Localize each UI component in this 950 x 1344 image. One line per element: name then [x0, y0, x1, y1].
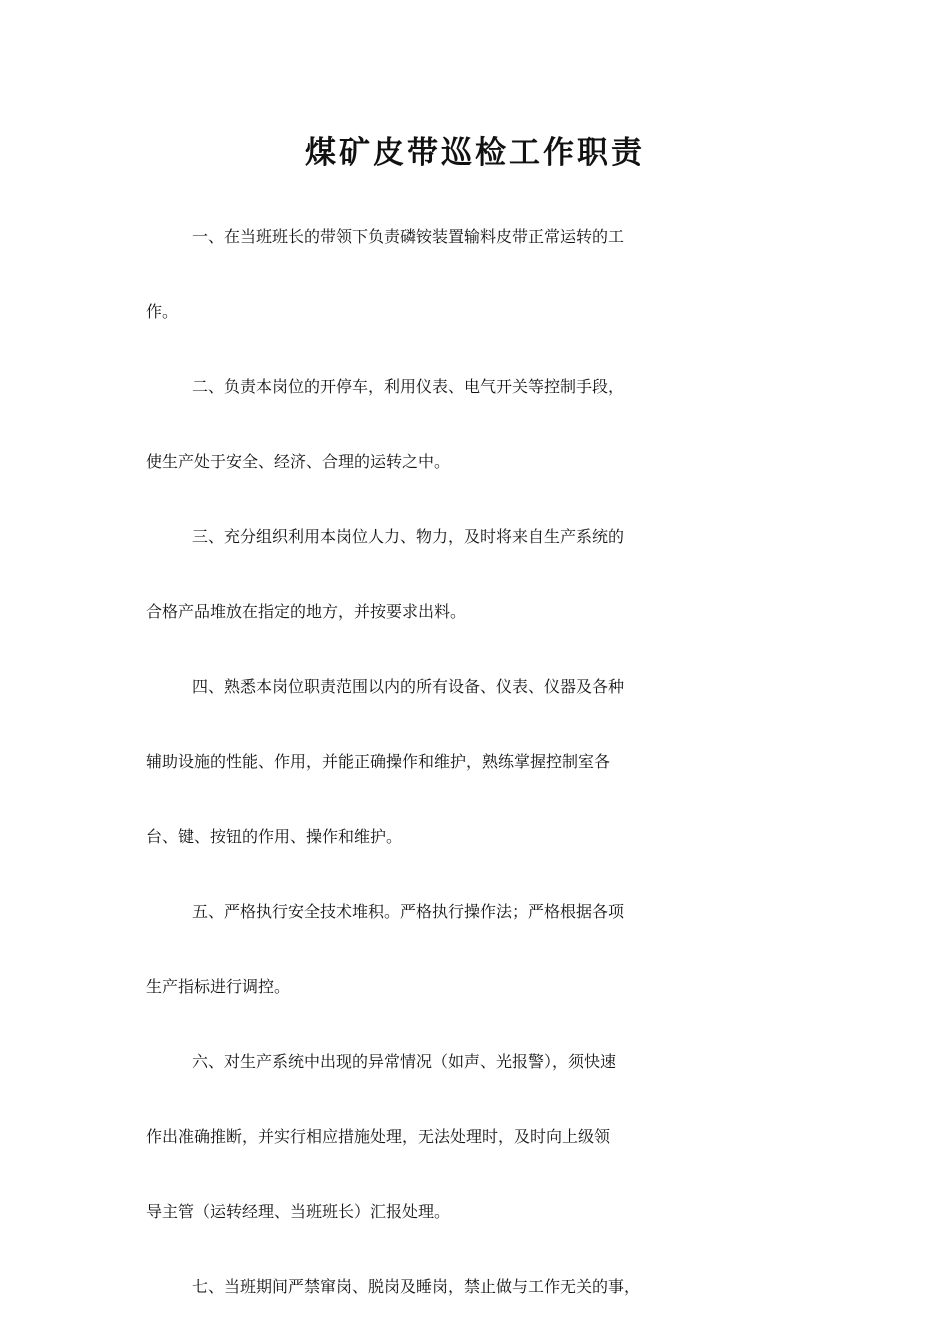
paragraph-5 — [146, 874, 806, 1024]
paragraph-line: 作。 — [146, 302, 179, 321]
document-body — [146, 199, 806, 1324]
paragraph-1 — [146, 199, 806, 349]
paragraph-3 — [146, 499, 806, 649]
paragraph-line: 导主管（运转经理、当班班长）汇报处理。 — [146, 1202, 451, 1221]
paragraph-line: 作出准确推断，并实行相应措施处理，无法处理时，及时向上级领 — [146, 1127, 611, 1146]
paragraph-4 — [146, 649, 806, 874]
paragraph-line: 二、负责本岗位的开停车，利用仪表、电气开关等控制手段， — [192, 377, 625, 396]
paragraph-7 — [146, 1249, 806, 1324]
paragraph-line: 合格产品堆放在指定的地方，并按要求出料。 — [146, 602, 467, 621]
paragraph-6 — [146, 1024, 806, 1249]
paragraph-line: 四、熟悉本岗位职责范围以内的所有设备、仪表、仪器及各种 — [192, 677, 625, 696]
paragraph-line: 辅助设施的性能、作用，并能正确操作和维护，熟练掌握控制室各 — [146, 752, 611, 771]
paragraph-line: 三、充分组织利用本岗位人力、物力，及时将来自生产系统的 — [192, 527, 625, 546]
paragraph-2 — [146, 349, 806, 499]
paragraph-line: 生产指标进行调控。 — [146, 977, 291, 996]
paragraph-line: 台、键、按钮的作用、操作和维护。 — [146, 827, 403, 846]
paragraph-line: 六、对生产系统中出现的异常情况（如声、光报警），须快速 — [192, 1052, 617, 1071]
paragraph-line: 一、在当班班长的带领下负责磷铵装置输料皮带正常运转的工 — [192, 227, 625, 246]
document-title: 煤矿皮带巡检工作职责 — [305, 135, 645, 171]
paragraph-line: 使生产处于安全、经济、合理的运转之中。 — [146, 452, 451, 471]
paragraph-line: 七、当班期间严禁窜岗、脱岗及睡岗，禁止做与工作无关的事， — [192, 1277, 641, 1296]
paragraph-line: 五、严格执行安全技术堆积。严格执行操作法；严格根据各项 — [192, 902, 625, 921]
